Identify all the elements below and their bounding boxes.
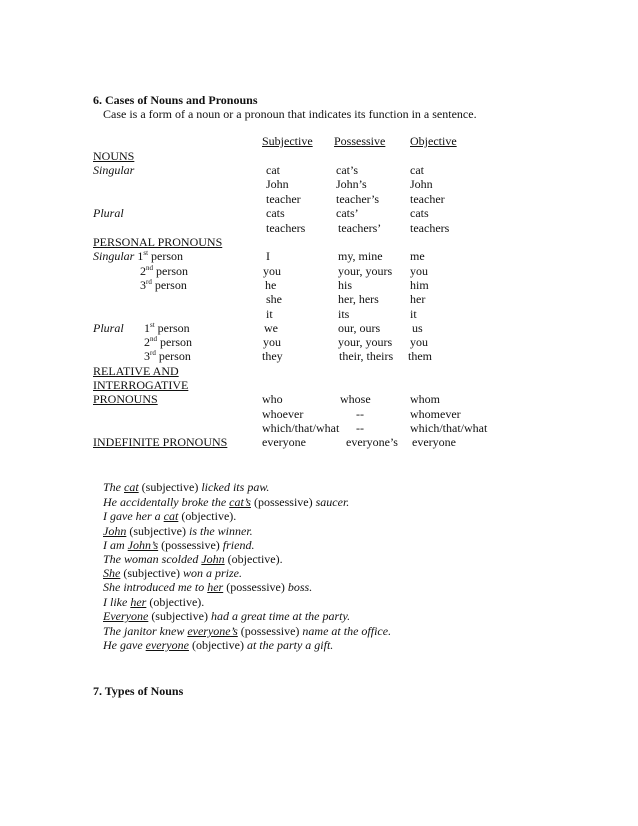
example-highlight: John xyxy=(103,524,127,538)
section-heading: 6. Cases of Nouns and Pronouns xyxy=(93,93,258,107)
example-text: I gave her a xyxy=(103,509,164,523)
person-label-singular-2nd xyxy=(140,264,188,278)
table-cell: teachers’ xyxy=(338,221,382,235)
example-highlight: cat xyxy=(163,509,179,523)
example-text: The xyxy=(103,480,124,494)
column-header-objective: Objective xyxy=(410,134,457,148)
example-text: is the winner. xyxy=(185,524,253,538)
example-text: boss. xyxy=(284,580,313,594)
example-case: (possessive) xyxy=(237,624,300,638)
table-cell: John xyxy=(266,177,289,191)
table-cell: whose xyxy=(340,392,371,406)
personal-singular-label: Singular xyxy=(93,249,135,263)
table-cell: everyone xyxy=(412,435,456,449)
table-cell: it xyxy=(266,307,273,321)
person-ordinal: st xyxy=(143,249,149,257)
person-label-plural-3rd xyxy=(144,349,191,363)
table-cell: whom xyxy=(410,392,440,406)
table-cell: us xyxy=(412,321,423,335)
person-word: person xyxy=(156,264,188,278)
example-sentence xyxy=(103,566,242,580)
table-cell: John xyxy=(410,177,433,191)
example-highlight: John’s xyxy=(127,538,159,552)
table-cell: she xyxy=(266,292,282,306)
table-cell: you xyxy=(410,264,428,278)
table-cell: -- xyxy=(356,407,364,421)
example-case: (subjective) xyxy=(120,566,180,580)
table-cell: teacher xyxy=(410,192,445,206)
personal-pronouns-heading: PERSONAL PRONOUNS xyxy=(93,235,223,249)
person-ordinal: rd xyxy=(150,349,156,357)
example-highlight: her xyxy=(207,580,224,594)
example-case: (subjective) xyxy=(126,524,186,538)
table-cell: teacher’s xyxy=(336,192,380,206)
table-cell: whoever xyxy=(262,407,304,421)
person-number: 2 xyxy=(140,264,146,278)
example-sentence xyxy=(103,624,391,638)
example-highlight: Everyone xyxy=(103,609,149,623)
person-word: person xyxy=(160,335,192,349)
table-cell: whomever xyxy=(410,407,461,421)
example-case: (objective). xyxy=(178,509,237,523)
relative-heading-line2: INTERROGATIVE xyxy=(93,378,189,392)
table-cell: -- xyxy=(356,421,364,435)
table-cell: which/that/what xyxy=(410,421,488,435)
column-header-subjective: Subjective xyxy=(262,134,313,148)
example-sentence xyxy=(103,552,283,566)
table-cell: your, yours xyxy=(338,335,393,349)
table-cell: her, hers xyxy=(338,292,379,306)
table-cell: teachers xyxy=(410,221,450,235)
example-text: The woman scolded xyxy=(103,552,202,566)
column-header-possessive: Possessive xyxy=(334,134,386,148)
example-text: I am xyxy=(103,538,128,552)
table-cell: John’s xyxy=(336,177,367,191)
table-cell: my, mine xyxy=(338,249,383,263)
person-number: 3 xyxy=(140,278,146,292)
relative-heading-line1: RELATIVE AND xyxy=(93,364,179,378)
table-cell: who xyxy=(262,392,283,406)
table-cell: its xyxy=(338,307,350,321)
table-cell: it xyxy=(410,307,417,321)
table-cell: he xyxy=(265,278,277,292)
nouns-heading: NOUNS xyxy=(93,149,135,163)
example-highlight: She xyxy=(103,566,121,580)
person-number: 3 xyxy=(144,349,150,363)
example-text: licked its paw. xyxy=(198,480,270,494)
example-case: (possessive) xyxy=(250,495,313,509)
relative-heading-line3: PRONOUNS xyxy=(93,392,158,406)
table-cell: me xyxy=(410,249,425,263)
table-cell: their, theirs xyxy=(339,349,394,363)
nouns-plural-label: Plural xyxy=(93,206,124,220)
table-cell: you xyxy=(263,335,281,349)
table-cell: everyone’s xyxy=(346,435,398,449)
person-label-plural-1st xyxy=(144,321,190,335)
person-ordinal: nd xyxy=(150,335,157,343)
example-case: (objective) xyxy=(188,638,244,652)
table-cell: cats xyxy=(266,206,285,220)
nouns-singular-label: Singular xyxy=(93,163,135,177)
table-cell: we xyxy=(264,321,278,335)
example-case: (possessive) xyxy=(158,538,220,552)
example-highlight: everyone xyxy=(145,638,189,652)
example-text: She introduced me to xyxy=(103,580,208,594)
example-text: The janitor knew xyxy=(103,624,188,638)
person-word: person xyxy=(154,278,187,292)
example-sentence xyxy=(103,524,253,538)
person-ordinal: st xyxy=(150,321,155,329)
personal-plural-label: Plural xyxy=(93,321,124,335)
example-highlight: her xyxy=(130,595,147,609)
example-highlight: everyone’s xyxy=(187,624,238,638)
table-cell: everyone xyxy=(262,435,306,449)
table-cell: I xyxy=(266,249,270,263)
person-number: 2 xyxy=(144,335,150,349)
person-label-singular-3rd xyxy=(140,278,187,292)
table-cell: which/that/what xyxy=(262,421,340,435)
table-cell: our, ours xyxy=(338,321,381,335)
person-ordinal: nd xyxy=(146,264,153,272)
table-cell: cat’s xyxy=(336,163,358,177)
table-cell: cats xyxy=(410,206,429,220)
table-cell: him xyxy=(410,278,429,292)
example-text: He accidentally broke the xyxy=(103,495,230,509)
table-cell: her xyxy=(410,292,426,306)
table-cell: you xyxy=(410,335,428,349)
example-case: (possessive) xyxy=(223,580,285,594)
table-cell: cats’ xyxy=(336,206,359,220)
example-text: had a great time at the party. xyxy=(207,609,351,623)
example-text: name at the office. xyxy=(299,624,392,638)
example-sentence xyxy=(103,495,349,509)
person-number: 1 xyxy=(137,249,144,263)
example-case: (objective). xyxy=(146,595,205,609)
table-cell: they xyxy=(262,349,283,363)
person-label-plural-2nd xyxy=(144,335,192,349)
example-highlight: cat xyxy=(124,480,139,494)
person-word: person xyxy=(158,349,191,363)
table-cell: your, yours xyxy=(338,264,393,278)
example-text: won a prize. xyxy=(179,566,242,580)
table-cell: teacher xyxy=(266,192,301,206)
example-sentence xyxy=(103,480,269,494)
example-sentence xyxy=(103,638,333,652)
example-case: (subjective) xyxy=(148,609,208,623)
table-cell: cat xyxy=(266,163,280,177)
example-text: saucer. xyxy=(312,495,350,509)
example-text: at the party a gift. xyxy=(243,638,334,652)
example-highlight: cat’s xyxy=(229,495,251,509)
table-cell: cat xyxy=(410,163,424,177)
person-label-singular-1st xyxy=(93,249,183,263)
person-ordinal: rd xyxy=(146,278,152,286)
person-number: 1 xyxy=(144,321,150,335)
example-case: (objective). xyxy=(224,552,283,566)
table-cell: his xyxy=(338,278,353,292)
example-case: (subjective) xyxy=(138,480,199,494)
section-heading: 7. Types of Nouns xyxy=(93,684,184,698)
example-text: I like xyxy=(103,595,131,609)
example-sentence xyxy=(103,538,254,552)
example-sentence xyxy=(103,509,236,523)
table-cell: them xyxy=(408,349,432,363)
person-word: person xyxy=(151,249,184,263)
example-text: friend. xyxy=(219,538,255,552)
table-cell: teachers xyxy=(266,221,306,235)
indefinite-heading: INDEFINITE PRONOUNS xyxy=(93,435,228,449)
table-cell: you xyxy=(263,264,281,278)
example-highlight: John xyxy=(201,552,225,566)
person-word: person xyxy=(157,321,190,335)
example-sentence xyxy=(103,609,350,623)
example-sentence xyxy=(103,580,312,594)
example-sentence xyxy=(103,595,204,609)
example-text: He gave xyxy=(103,638,146,652)
intro-text: Case is a form of a noun or a pronoun that indicates its function in a sentence. xyxy=(103,107,477,121)
